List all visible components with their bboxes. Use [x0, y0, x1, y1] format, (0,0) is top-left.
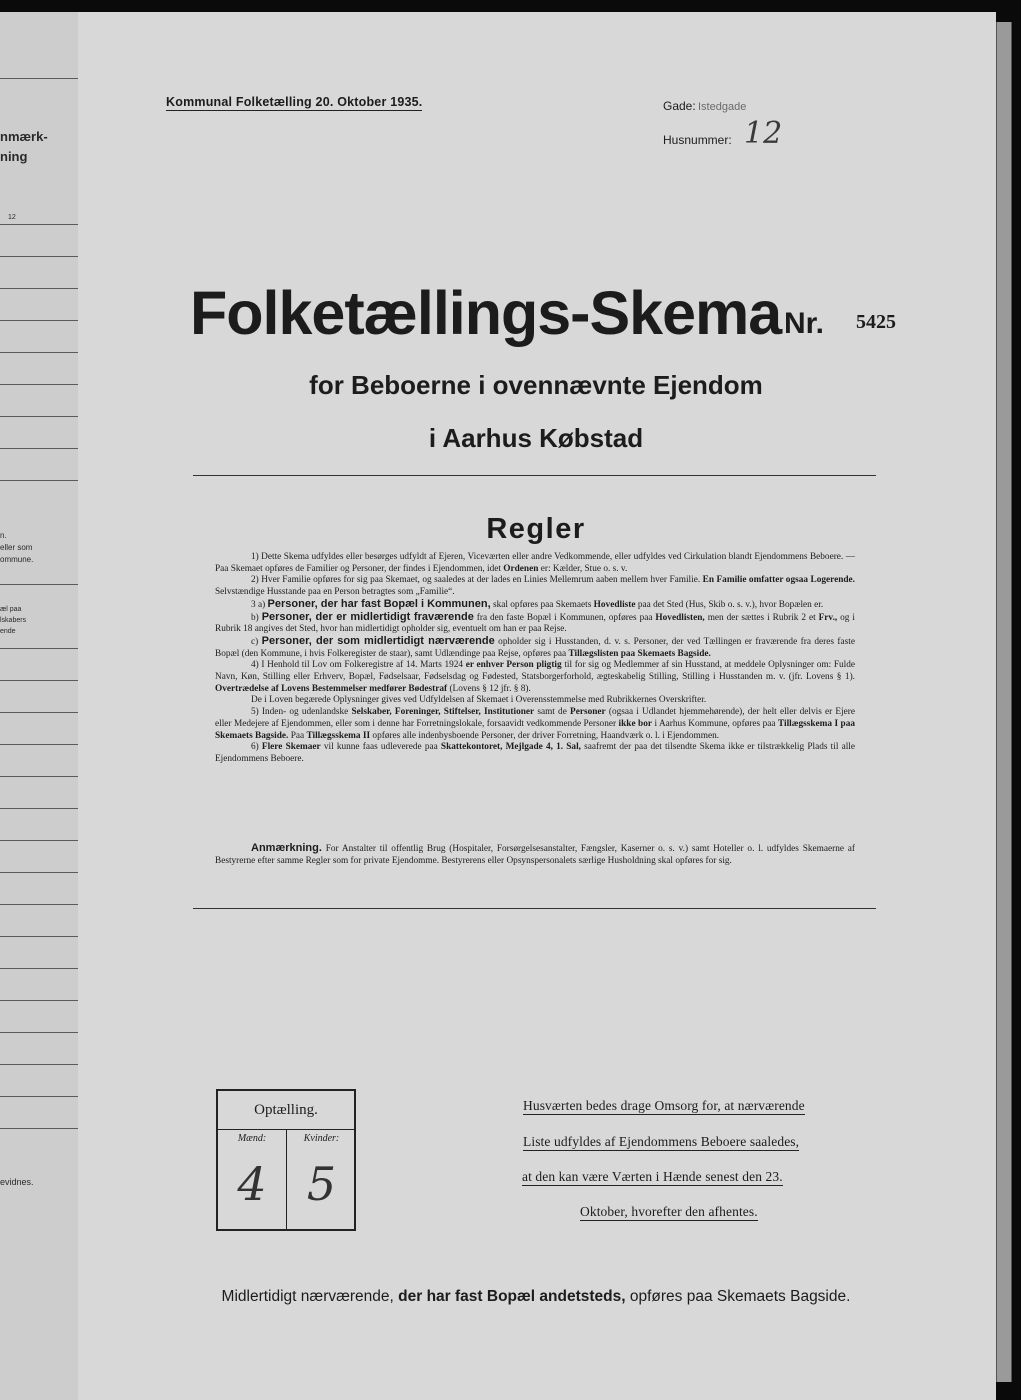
count-title: Optælling. [218, 1091, 354, 1130]
rule-3c: c) Personer, der som midlertidigt nærværende opholder sig i Husstanden, d. v. s. Personer, der ved Tællingen er fraværende fra deres faste Bopæl (den Kommune, i hvis Folkeregister de staar), samt Udlændinge paa Rejse, opføres paa Tillægslisten paa Skemaets Bagside. [215, 634, 855, 659]
men-count-value: 4 [237, 1157, 267, 1211]
page-edge [996, 22, 1012, 1382]
left-page-fragment: eller som [0, 543, 33, 552]
rules-heading: Regler [486, 513, 586, 545]
rule-6: 6) Flere Skemaer vil kunne faas udleverede paa Skattekontoret, Mejlgade 4, 1. Sal, saafremt der paa det tilsendte Skema ikke er tilstrækkelig Plads til alle Ejendommens Beboere. [215, 742, 855, 764]
left-page-rule [0, 776, 78, 777]
form-nr-label: Nr. [784, 307, 825, 340]
notice-line: Oktober, hvorefter den afhentes. [580, 1204, 758, 1219]
count-box [216, 1089, 356, 1231]
left-page-rule [0, 1032, 78, 1033]
rule-3b: b) Personer, der er midlertidigt fraværende fra den faste Bopæl i Kommunen, opføres paa Hovedlisten, men der sættes i Rubrik 2 et Frv., og i Rubrik 18 angives det Sted, hvor han midlertidigt opholder sig, eventuelt om han er paa Rejse. [215, 610, 855, 635]
notice-line: at den kan være Værten i Hænde senest den 23. [522, 1169, 783, 1184]
note-label: Anmærkning. [251, 842, 322, 854]
house-number-value: 12 [744, 116, 783, 151]
notice-line: Liste udfyldes af Ejendommens Beboere saaledes, [523, 1134, 800, 1149]
rule-4b: De i Loven begærede Oplysninger gives ved Udfyldelsen af Skemaet i Overensstemmelse med Rubrikkernes Overskrifter. [251, 695, 707, 706]
left-page-rule [0, 1064, 78, 1065]
left-page-rule [0, 744, 78, 745]
left-page-fragment: 12 [8, 214, 16, 221]
left-page-rule [0, 872, 78, 873]
left-page-fragment: n. [0, 531, 7, 540]
left-page-rule [0, 808, 78, 809]
left-page-rule [0, 224, 78, 225]
women-label: Kvinder: [303, 1133, 340, 1144]
form-subtitle-line1: for Beboerne i ovennævnte Ejendom [309, 370, 763, 400]
left-page-rule [0, 416, 78, 417]
rule-3a: 3 a) Personer, der har fast Bopæl i Kommunen, skal opføres paa Skemaets Hovedliste paa det Sted (Hus, Skib o. s. v.), hvor Bopælen er. [251, 597, 824, 610]
left-page-fragment: ende [0, 628, 16, 635]
rule-4: 4) I Henhold til Lov om Folkeregistre af 14. Marts 1924 er enhver Person pligtig til for sig og Medlemmer af sin Husstand, at meddele Oplysninger om: Fulde Navn, Køn, Stilling eller Erhverv, Bopæl, Fødselsaar, Fødselsdag og Fødested, Statsborgerforhold, ægteskabelig Stilling, Stilling i Husstanden m. v. (jfr. Lovens § 1). Overtrædelse af Lovens Bestemmelser medfører Bødestraf (Lovens § 12 jfr. § 8). [215, 660, 856, 694]
form-title: Folketællings-Skema [190, 279, 782, 347]
left-page-rule [0, 1128, 78, 1129]
house-number-label: Husnummer: [663, 133, 732, 147]
street-label: Gade: [663, 99, 696, 113]
left-page-rule [0, 648, 78, 649]
rule-2: 2) Hver Familie opføres for sig paa Skemaet, og saaledes at der lades en Linies Mellemrum aaben mellem hver Familie. En Familie omfatter ogsaa Logerende. Selvstændige Husstande paa en Person betragtes som „Familie“. [215, 575, 855, 598]
notice-line: Husværten bedes drage Omsorg for, at nærværende [523, 1098, 805, 1113]
women-column [287, 1129, 356, 1229]
form-subtitle-line2: i Aarhus Købstad [428, 423, 644, 453]
men-column [218, 1129, 287, 1229]
left-page-rule [0, 936, 78, 937]
left-page-fragment: ning [0, 149, 28, 164]
left-facing-page [0, 12, 78, 1400]
street-value: Istedgade [698, 101, 747, 113]
left-page-rule [0, 584, 78, 585]
left-page-rule [0, 968, 78, 969]
note-text: For Anstalter til offentlig Brug (Hospitaler, Forsørgelsesanstalter, Fængsler, Kaserner o. s. v.) samt Hoteller o. l. udfyldes Skemaerne af Bestyrerne efter samme Regler som for private Ejendomme. Bestyrerens eller Opsynspersonalets særlige Husholdning skal opføres for sig. [215, 844, 855, 866]
left-page-rule [0, 480, 78, 481]
note-section [215, 843, 855, 867]
left-page-rule [0, 352, 78, 353]
form-number: 5425 [856, 311, 896, 333]
left-page-rule [0, 840, 78, 841]
left-page-rule [0, 320, 78, 321]
rule-1: 1) Dette Skema udfyldes eller besørges udfyldt af Ejeren, Viceværten eller andre Vedkommende, eller udfyldes ved Cirkulation blandt Ejendommens Beboere. — Paa Skemaet opføres de Familier og Personer, der findes i Ejendommen, idet Ordenen er: Kælder, Stue o. s. v. [215, 552, 855, 574]
divider [193, 908, 876, 909]
left-page-rule [0, 904, 78, 905]
left-page-rule [0, 256, 78, 257]
left-page-rule [0, 288, 78, 289]
left-page-rule [0, 78, 78, 79]
census-header-title: Kommunal Folketælling 20. Oktober 1935. [166, 95, 423, 109]
left-page-rule [0, 1000, 78, 1001]
left-page-rule [0, 712, 78, 713]
left-page-fragment: ommune. [0, 555, 34, 564]
women-count-value: 5 [306, 1157, 337, 1211]
left-page-rule [0, 1096, 78, 1097]
rule-5: 5) Inden- og udenlandske Selskaber, Foreninger, Stiftelser, Institutioner samt de Personer (ogsaa i Udlandet hjemmehørende), der helt eller delvis er Ejere eller Medejere af Ejendommen, eller som i denne har Forretningslokale, forsaavidt vedkommende Personer ikke bor i Aarhus Kommune, opføres paa Tillægsskema I paa Skemaets Bagside. Paa Tillægsskema II opføres alle indenbysboende Personer, der driver Forretning, Haandværk o. l. i Ejendommen. [215, 707, 856, 741]
left-page-fragment: evidnes. [0, 1177, 34, 1187]
rules-body [215, 552, 855, 766]
footer-note: Midlertidigt nærværende, der har fast Bopæl andetsteds, opføres paa Skemaets Bagside. [221, 1288, 851, 1305]
left-page-rule [0, 680, 78, 681]
left-page-fragment: nmærk- [0, 129, 48, 144]
left-page-fragment: lskabers [0, 617, 27, 624]
men-label: Mænd: [237, 1133, 267, 1144]
left-page-fragment: æl paa [0, 606, 22, 613]
divider [193, 475, 876, 476]
